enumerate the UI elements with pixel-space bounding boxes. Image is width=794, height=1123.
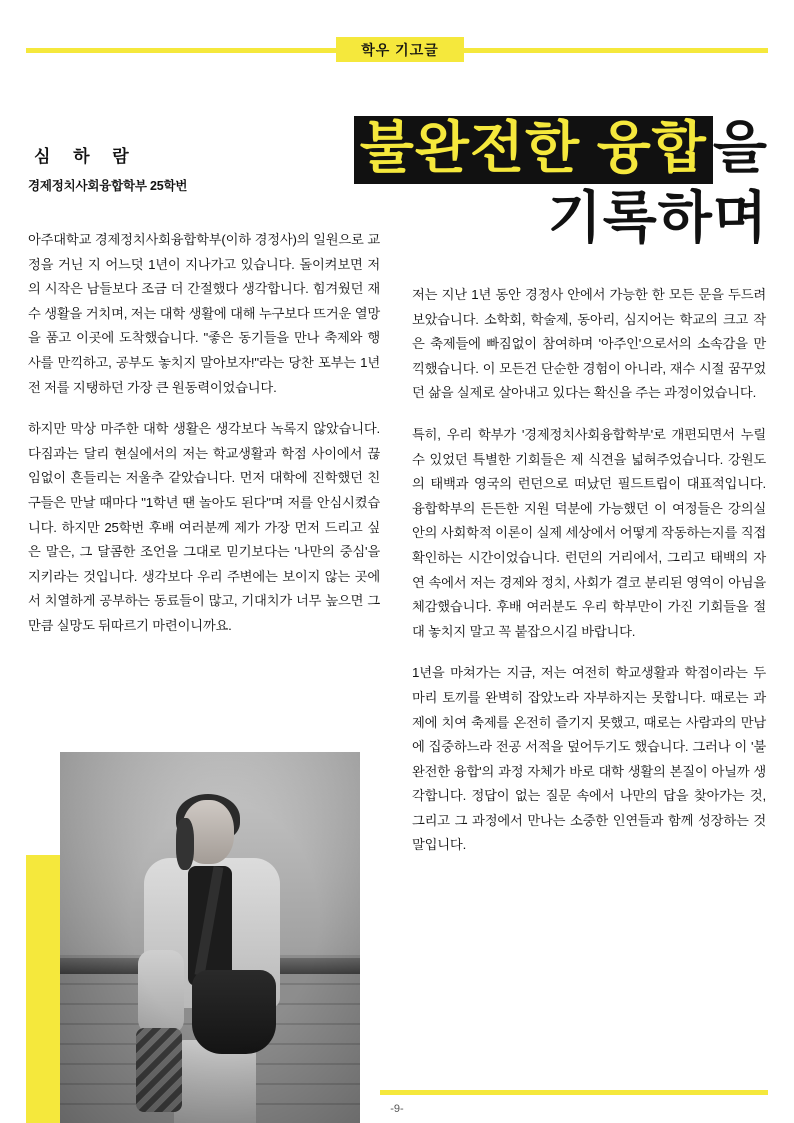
paragraph: 아주대학교 경제정치사회융합학부(이하 경정사)의 일원으로 교정을 거닌 지 어느덧 1년이 지나가고 있습니다. 돌이켜보면 저의 시작은 남들보다 조금 더 간절했다 생각합니다. 힘겨웠던 재수 생활을 거치며, 저는 대학 생활에 대해 누구보다 뜨거운 열망을 품고 이곳에 도착했습니다. "좋은 동기들을 만나 축제와 행사를 만끽하고, 공부도 놓치지 말아보자!"라는 당찬 포부는 1년 전 저를 지탱하던 가장 큰 원동력이었습니다. (28, 232, 380, 395)
paragraph: 하지만 막상 마주한 대학 생활은 생각보다 녹록지 않았습니다. 다짐과는 달리 현실에서의 저는 학교생활과 학점 사이에서 끊임없이 흔들리는 저울추 같았습니다. 먼저 대학에 진학했던 친구들은 만날 때마다 "1학년 땐 놀아도 된다"며 저를 안심시켰습니다. 하지만 25학번 후배 여러분께 제가 가장 먼저 드리고 싶은 말은, 그 달콤한 조언을 그대로 믿기보다는 '나만의 중심'을 지키라는 것입니다. 생각보다 우리 주변에는 보이지 않는 곳에서 치열하게 공부하는 동료들이 많고, 기대치가 너무 높으면 그만큼 실망도 뒤따르기 마련이니까요. (28, 421, 380, 633)
footer-rule (380, 1090, 768, 1095)
paragraph: 저는 지난 1년 동안 경정사 안에서 가능한 한 모든 문을 두드려 보았습니다. 소학회, 학술제, 동아리, 심지어는 학교의 크고 작은 축제들에 빠짐없이 참여하며 '아주인'으로서의 소속감을 만끽했습니다. 이 모든건 단순한 경험이 아니라, 재수 시절 꿈꾸었던 삶을 실제로 살아내고 있다는 확신을 주는 과정이었습니다. (412, 287, 766, 401)
article-column-right (412, 283, 766, 875)
article-column-left (28, 228, 380, 656)
author-affiliation: 경제정치사회융합학부 25학번 (28, 179, 188, 193)
photo-vignette (60, 752, 360, 1123)
author-name: 심 하 람 (34, 147, 138, 166)
title-line-1 (268, 116, 768, 184)
title-line-1-suffix: 을 (712, 116, 768, 179)
section-tag: 학우 기고글 (336, 37, 464, 62)
page-number: -9- (390, 1103, 404, 1115)
paragraph: 1년을 마쳐가는 지금, 저는 여전히 학교생활과 학점이라는 두 마리 토끼를 완벽히 잡았노라 자부하지는 못합니다. 때로는 과제에 치여 축제를 온전히 즐기지 못했고, 때로는 사람과의 만남에 집중하느라 전공 서적을 덮어두기도 했습니다. 그러나 이 '불완전한 융합'의 과정 자체가 바로 대학 생활의 본질이 아닐까 생각합니다. 정답이 없는 질문 속에서 나만의 답을 찾아가는 것, 그리고 그 과정에서 만나는 소중한 인연들과 함께 성장하는 것 말입니다. (412, 665, 766, 853)
byline (28, 142, 258, 194)
title-line-2-text: 기록하며 (547, 186, 768, 249)
paragraph: 특히, 우리 학부가 '경제정치사회융합학부'로 개편되면서 누릴 수 있었던 특별한 기회들은 제 식견을 넓혀주었습니다. 강원도의 태백과 영국의 런던으로 떠났던 필드트립이 대표적입니다. 융합학부의 든든한 지원 덕분에 가능했던 이 여정들은 강의실 안의 사회학적 이론이 실제 세상에서 어떻게 작동하는지를 직접 확인하는 시간이었습니다. 런던의 거리에서, 그리고 태백의 자연 속에서 저는 경제와 정치, 사회가 결코 분리된 영역이 아님을 체감했습니다. 후배 여러분도 우리 학부만이 가진 기회들을 절대 놓치지 말고 꼭 붙잡으시길 바랍니다. (412, 426, 766, 639)
student-portrait-photo (60, 752, 360, 1123)
title-highlight: 불완전한 융합 (354, 116, 713, 184)
